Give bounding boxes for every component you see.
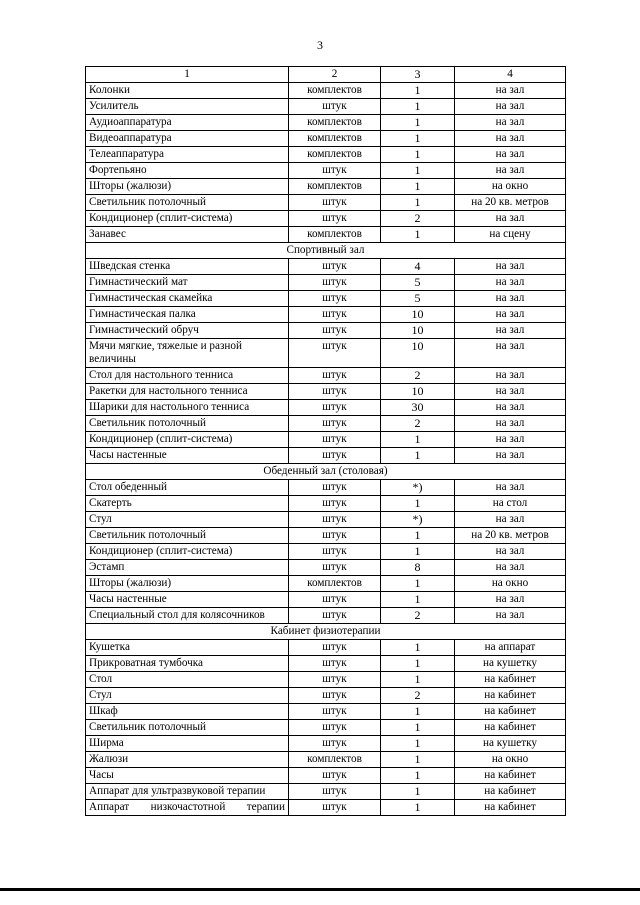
- unit-cell: штук: [289, 307, 381, 323]
- norm-cell: на окно: [455, 179, 566, 195]
- unit-cell: штук: [289, 275, 381, 291]
- norm-cell: на зал: [455, 592, 566, 608]
- quantity-cell: 1: [381, 576, 455, 592]
- item-name-cell: Кушетка: [86, 640, 289, 656]
- unit-cell: штук: [289, 368, 381, 384]
- quantity-cell: 1: [381, 195, 455, 211]
- norm-cell: на зал: [455, 512, 566, 528]
- item-name-cell: Светильник потолочный: [86, 195, 289, 211]
- unit-cell: штук: [289, 720, 381, 736]
- unit-cell: комплектов: [289, 227, 381, 243]
- item-name-cell: Стул: [86, 688, 289, 704]
- quantity-cell: 1: [381, 227, 455, 243]
- table-row: [86, 480, 566, 496]
- norm-cell: на аппарат: [455, 640, 566, 656]
- norm-cell: на кабинет: [455, 672, 566, 688]
- item-name-cell: Светильник потолочный: [86, 528, 289, 544]
- quantity-cell: 1: [381, 179, 455, 195]
- section-title: Обеденный зал (столовая): [86, 464, 566, 480]
- norm-cell: на кабинет: [455, 768, 566, 784]
- table-row: [86, 496, 566, 512]
- quantity-cell: 1: [381, 720, 455, 736]
- norm-cell: на зал: [455, 480, 566, 496]
- item-name-cell: Ширма: [86, 736, 289, 752]
- table-row: [86, 163, 566, 179]
- table-row: [86, 656, 566, 672]
- section-title: Спортивный зал: [86, 243, 566, 259]
- quantity-cell: 1: [381, 99, 455, 115]
- quantity-cell: 1: [381, 752, 455, 768]
- table-row: [86, 384, 566, 400]
- norm-cell: на зал: [455, 291, 566, 307]
- item-name-cell: Кондиционер (сплит-система): [86, 211, 289, 227]
- item-name-cell: Усилитель: [86, 99, 289, 115]
- norm-cell: на стол: [455, 496, 566, 512]
- table-row: [86, 752, 566, 768]
- unit-cell: штук: [289, 496, 381, 512]
- table-row: [86, 736, 566, 752]
- unit-cell: штук: [289, 800, 381, 816]
- item-name-cell: Часы настенные: [86, 448, 289, 464]
- unit-cell: комплектов: [289, 115, 381, 131]
- quantity-cell: 1: [381, 592, 455, 608]
- table-row: [86, 83, 566, 99]
- quantity-cell: 2: [381, 416, 455, 432]
- norm-cell: на кабинет: [455, 720, 566, 736]
- item-name-cell: Шторы (жалюзи): [86, 179, 289, 195]
- item-name-cell: Эстамп: [86, 560, 289, 576]
- unit-cell: штук: [289, 608, 381, 624]
- table-row: [86, 179, 566, 195]
- unit-cell: штук: [289, 416, 381, 432]
- quantity-cell: 4: [381, 259, 455, 275]
- quantity-cell: 1: [381, 768, 455, 784]
- quantity-cell: 1: [381, 736, 455, 752]
- table-row: [86, 339, 566, 368]
- table-row: [86, 432, 566, 448]
- table-row: [86, 307, 566, 323]
- table-row: [86, 131, 566, 147]
- unit-cell: комплектов: [289, 179, 381, 195]
- norm-cell: на зал: [455, 416, 566, 432]
- bottom-rule: [0, 888, 640, 891]
- unit-cell: штук: [289, 688, 381, 704]
- quantity-cell: 1: [381, 115, 455, 131]
- table-row: [86, 608, 566, 624]
- norm-cell: на 20 кв. метров: [455, 195, 566, 211]
- norm-cell: на окно: [455, 752, 566, 768]
- table-row: [86, 400, 566, 416]
- norm-cell: на зал: [455, 432, 566, 448]
- item-name-cell: Прикроватная тумбочка: [86, 656, 289, 672]
- quantity-cell: 2: [381, 368, 455, 384]
- unit-cell: штук: [289, 432, 381, 448]
- item-name-cell: Ракетки для настольного тенниса: [86, 384, 289, 400]
- quantity-cell: 1: [381, 672, 455, 688]
- table-row: [86, 640, 566, 656]
- norm-cell: на кабинет: [455, 704, 566, 720]
- table-row: [86, 291, 566, 307]
- item-name-cell: Аудиоаппаратура: [86, 115, 289, 131]
- table-row: [86, 768, 566, 784]
- norm-cell: на зал: [455, 115, 566, 131]
- unit-cell: штук: [289, 384, 381, 400]
- unit-cell: штук: [289, 291, 381, 307]
- quantity-cell: 1: [381, 432, 455, 448]
- norm-cell: на кушетку: [455, 736, 566, 752]
- unit-cell: штук: [289, 512, 381, 528]
- table-row: [86, 720, 566, 736]
- table-header-row: [86, 67, 566, 83]
- column-header-2: 2: [289, 67, 381, 83]
- quantity-cell: 1: [381, 147, 455, 163]
- norm-cell: на зал: [455, 163, 566, 179]
- quantity-cell: 2: [381, 688, 455, 704]
- quantity-cell: 8: [381, 560, 455, 576]
- quantity-cell: 10: [381, 307, 455, 323]
- norm-cell: на кабинет: [455, 784, 566, 800]
- unit-cell: штук: [289, 672, 381, 688]
- page-number: 3: [317, 38, 323, 52]
- norm-cell: на зал: [455, 99, 566, 115]
- quantity-cell: 1: [381, 448, 455, 464]
- table-row: [86, 99, 566, 115]
- quantity-cell: 1: [381, 83, 455, 99]
- item-name-cell: Шкаф: [86, 704, 289, 720]
- unit-cell: штук: [289, 560, 381, 576]
- item-name-cell: Светильник потолочный: [86, 416, 289, 432]
- quantity-cell: 30: [381, 400, 455, 416]
- unit-cell: штук: [289, 528, 381, 544]
- norm-cell: на зал: [455, 131, 566, 147]
- unit-cell: штук: [289, 768, 381, 784]
- norm-cell: на зал: [455, 384, 566, 400]
- column-header-4: 4: [455, 67, 566, 83]
- norm-cell: на зал: [455, 323, 566, 339]
- quantity-cell: 10: [381, 323, 455, 339]
- norm-cell: на кушетку: [455, 656, 566, 672]
- item-name-cell: Гимнастическая скамейка: [86, 291, 289, 307]
- unit-cell: штук: [289, 259, 381, 275]
- quantity-cell: 1: [381, 163, 455, 179]
- table-row: [86, 227, 566, 243]
- quantity-cell: 1: [381, 784, 455, 800]
- unit-cell: штук: [289, 211, 381, 227]
- unit-cell: штук: [289, 99, 381, 115]
- table-row: [86, 448, 566, 464]
- unit-cell: штук: [289, 323, 381, 339]
- table-row: [86, 528, 566, 544]
- item-name-cell: Телеаппаратура: [86, 147, 289, 163]
- item-name-cell: Шторы (жалюзи): [86, 576, 289, 592]
- table-row: [86, 368, 566, 384]
- unit-cell: штук: [289, 544, 381, 560]
- quantity-cell: 1: [381, 640, 455, 656]
- quantity-cell: 1: [381, 131, 455, 147]
- section-header-row: [86, 464, 566, 480]
- item-name-cell: Стул: [86, 512, 289, 528]
- table-row: [86, 512, 566, 528]
- unit-cell: штук: [289, 448, 381, 464]
- unit-cell: штук: [289, 640, 381, 656]
- section-header-row: [86, 624, 566, 640]
- item-name-cell: Светильник потолочный: [86, 720, 289, 736]
- unit-cell: комплектов: [289, 83, 381, 99]
- column-header-3: 3: [381, 67, 455, 83]
- table-row: [86, 259, 566, 275]
- unit-cell: штук: [289, 656, 381, 672]
- norm-cell: на сцену: [455, 227, 566, 243]
- quantity-cell: 1: [381, 800, 455, 816]
- table-row: [86, 688, 566, 704]
- unit-cell: штук: [289, 400, 381, 416]
- unit-cell: штук: [289, 704, 381, 720]
- unit-cell: штук: [289, 339, 381, 368]
- quantity-cell: 10: [381, 384, 455, 400]
- table-row: [86, 147, 566, 163]
- quantity-cell: 2: [381, 608, 455, 624]
- norm-cell: на зал: [455, 307, 566, 323]
- norm-cell: на кабинет: [455, 800, 566, 816]
- unit-cell: штук: [289, 736, 381, 752]
- item-name-cell: Часы: [86, 768, 289, 784]
- item-name-cell: Мячи мягкие, тяжелые и разной величины: [86, 339, 289, 368]
- table-row: [86, 784, 566, 800]
- quantity-cell: 1: [381, 528, 455, 544]
- unit-cell: штук: [289, 784, 381, 800]
- table-row: [86, 275, 566, 291]
- norm-cell: на зал: [455, 275, 566, 291]
- table-row: [86, 115, 566, 131]
- item-name-cell: Аппарат для ультразвуковой терапии: [86, 784, 289, 800]
- table-row: [86, 704, 566, 720]
- quantity-cell: *): [381, 480, 455, 496]
- item-name-cell: Шарики для настольного тенниса: [86, 400, 289, 416]
- table-row: [86, 211, 566, 227]
- item-name-cell: Шведская стенка: [86, 259, 289, 275]
- item-name-cell: Фортепьяно: [86, 163, 289, 179]
- item-name-cell: Аппарат низкочастотной терапии: [86, 800, 289, 816]
- item-name-cell: Кондиционер (сплит-система): [86, 432, 289, 448]
- table-row: [86, 800, 566, 816]
- norm-cell: на зал: [455, 83, 566, 99]
- column-header-1: 1: [86, 67, 289, 83]
- norm-cell: на зал: [455, 400, 566, 416]
- unit-cell: штук: [289, 480, 381, 496]
- quantity-cell: 5: [381, 291, 455, 307]
- table-row: [86, 592, 566, 608]
- table-row: [86, 560, 566, 576]
- norm-cell: на зал: [455, 211, 566, 227]
- quantity-cell: 1: [381, 544, 455, 560]
- table-row: [86, 195, 566, 211]
- item-name-cell: Часы настенные: [86, 592, 289, 608]
- item-name-cell: Занавес: [86, 227, 289, 243]
- quantity-cell: 1: [381, 656, 455, 672]
- quantity-cell: 1: [381, 496, 455, 512]
- section-title: Кабинет физиотерапии: [86, 624, 566, 640]
- quantity-cell: 5: [381, 275, 455, 291]
- item-name-cell: Стол обеденный: [86, 480, 289, 496]
- norm-cell: на зал: [455, 147, 566, 163]
- unit-cell: комплектов: [289, 752, 381, 768]
- item-name-cell: Колонки: [86, 83, 289, 99]
- item-name-cell: Гимнастическая палка: [86, 307, 289, 323]
- item-name-cell: Гимнастический обруч: [86, 323, 289, 339]
- item-name-cell: Видеоаппаратура: [86, 131, 289, 147]
- quantity-cell: 1: [381, 704, 455, 720]
- item-name-cell: Стол: [86, 672, 289, 688]
- item-name-cell: Скатерть: [86, 496, 289, 512]
- norm-cell: на 20 кв. метров: [455, 528, 566, 544]
- unit-cell: штук: [289, 195, 381, 211]
- norm-cell: на кабинет: [455, 688, 566, 704]
- item-name-cell: Кондиционер (сплит-система): [86, 544, 289, 560]
- unit-cell: штук: [289, 163, 381, 179]
- table-row: [86, 544, 566, 560]
- quantity-cell: *): [381, 512, 455, 528]
- item-name-cell: Гимнастический мат: [86, 275, 289, 291]
- item-name-cell: Жалюзи: [86, 752, 289, 768]
- item-name-cell: Стол для настольного тенниса: [86, 368, 289, 384]
- table-row: [86, 576, 566, 592]
- item-name-cell: Специальный стол для колясочников: [86, 608, 289, 624]
- unit-cell: штук: [289, 592, 381, 608]
- quantity-cell: 10: [381, 339, 455, 368]
- unit-cell: комплектов: [289, 576, 381, 592]
- norm-cell: на зал: [455, 448, 566, 464]
- norm-cell: на зал: [455, 368, 566, 384]
- section-header-row: [86, 243, 566, 259]
- table-row: [86, 672, 566, 688]
- unit-cell: комплектов: [289, 147, 381, 163]
- equipment-table: [85, 66, 566, 816]
- norm-cell: на зал: [455, 259, 566, 275]
- norm-cell: на зал: [455, 560, 566, 576]
- norm-cell: на зал: [455, 339, 566, 368]
- table-row: [86, 416, 566, 432]
- table-body: [86, 83, 566, 816]
- norm-cell: на зал: [455, 544, 566, 560]
- norm-cell: на окно: [455, 576, 566, 592]
- norm-cell: на зал: [455, 608, 566, 624]
- table-row: [86, 323, 566, 339]
- quantity-cell: 2: [381, 211, 455, 227]
- unit-cell: комплектов: [289, 131, 381, 147]
